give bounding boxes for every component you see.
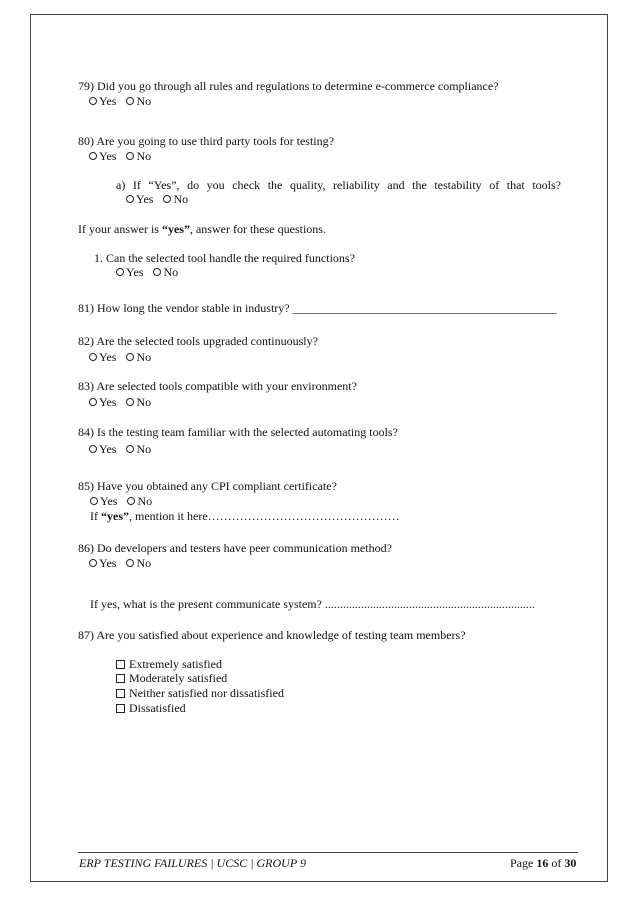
- yes-radio[interactable]: Yes: [126, 192, 153, 206]
- question-79: 79) Did you go through all rules and regulations to determine e-commerce compliance?: [78, 79, 499, 93]
- radio-icon: [126, 445, 134, 453]
- no-radio[interactable]: No: [153, 265, 178, 279]
- checkbox-icon: [116, 689, 125, 698]
- radio-icon: [153, 268, 161, 276]
- no-radio[interactable]: No: [126, 395, 151, 409]
- question-81[interactable]: 81) How long the vendor stable in industry? ____________________________________________: [78, 301, 557, 315]
- answer-options-84: [89, 442, 158, 456]
- yes-radio[interactable]: Yes: [90, 494, 117, 508]
- answer-options-80a: [126, 192, 195, 206]
- radio-icon: [89, 97, 97, 105]
- answer-options-sub1: [116, 265, 185, 279]
- question-82: 82) Are the selected tools upgraded continuously?: [78, 334, 318, 348]
- radio-icon: [126, 559, 134, 567]
- yes-radio[interactable]: Yes: [89, 149, 116, 163]
- no-radio[interactable]: No: [126, 556, 151, 570]
- radio-icon: [126, 398, 134, 406]
- no-radio[interactable]: No: [126, 442, 151, 456]
- radio-icon: [163, 195, 171, 203]
- answer-options-85: [90, 494, 159, 508]
- q85-followup[interactable]: If “yes”, mention it here…………………………………………: [90, 509, 400, 523]
- checkbox-icon: [116, 660, 125, 669]
- page-number: Page 16 of 30: [510, 856, 577, 870]
- radio-icon: [89, 559, 97, 567]
- yes-radio[interactable]: Yes: [116, 265, 143, 279]
- answer-options-83: [89, 395, 158, 409]
- question-84: 84) Is the testing team familiar with the selected automating tools?: [78, 425, 398, 439]
- answer-options-86: [89, 556, 158, 570]
- radio-icon: [127, 497, 135, 505]
- option-extremely-satisfied[interactable]: Extremely satisfied: [116, 657, 222, 671]
- answer-options-82: [89, 350, 158, 364]
- q86-followup[interactable]: If yes, what is the present communicate system? ......................................................................: [90, 597, 535, 611]
- radio-icon: [126, 152, 134, 160]
- yes-radio[interactable]: Yes: [89, 442, 116, 456]
- yes-radio[interactable]: Yes: [89, 94, 116, 108]
- radio-icon: [89, 353, 97, 361]
- sub-question-1: 1. Can the selected tool handle the required functions?: [94, 251, 355, 265]
- yes-radio[interactable]: Yes: [89, 556, 116, 570]
- option-dissatisfied[interactable]: Dissatisfied: [116, 701, 186, 715]
- radio-icon: [126, 353, 134, 361]
- yes-radio[interactable]: Yes: [89, 350, 116, 364]
- footer-divider: [78, 852, 578, 853]
- option-moderately-satisfied[interactable]: Moderately satisfied: [116, 671, 227, 685]
- question-80a: a) If “Yes”, do you check the quality, reliability and the testability of that tools?: [116, 178, 561, 192]
- question-85: 85) Have you obtained any CPI compliant certificate?: [78, 479, 337, 493]
- no-radio[interactable]: No: [126, 149, 151, 163]
- checkbox-icon: [116, 704, 125, 713]
- option-neither-satisfied[interactable]: Neither satisfied nor dissatisfied: [116, 686, 284, 700]
- answer-options-80: [89, 149, 158, 163]
- no-radio[interactable]: No: [126, 94, 151, 108]
- question-80: 80) Are you going to use third party tools for testing?: [78, 134, 334, 148]
- radio-icon: [126, 195, 134, 203]
- no-radio[interactable]: No: [126, 350, 151, 364]
- yes-radio[interactable]: Yes: [89, 395, 116, 409]
- footer-title: ERP TESTING FAILURES | UCSC | GROUP 9: [79, 856, 306, 870]
- radio-icon: [89, 152, 97, 160]
- radio-icon: [90, 497, 98, 505]
- answer-options-79: [89, 94, 158, 108]
- radio-icon: [89, 398, 97, 406]
- radio-icon: [126, 97, 134, 105]
- radio-icon: [116, 268, 124, 276]
- no-radio[interactable]: No: [163, 192, 188, 206]
- radio-icon: [89, 445, 97, 453]
- checkbox-icon: [116, 674, 125, 683]
- question-86: 86) Do developers and testers have peer communication method?: [78, 541, 392, 555]
- no-radio[interactable]: No: [127, 494, 152, 508]
- question-87: 87) Are you satisfied about experience and knowledge of testing team members?: [78, 628, 466, 642]
- question-83: 83) Are selected tools compatible with your environment?: [78, 379, 357, 393]
- yes-intro: If your answer is “yes”, answer for these questions.: [78, 222, 326, 236]
